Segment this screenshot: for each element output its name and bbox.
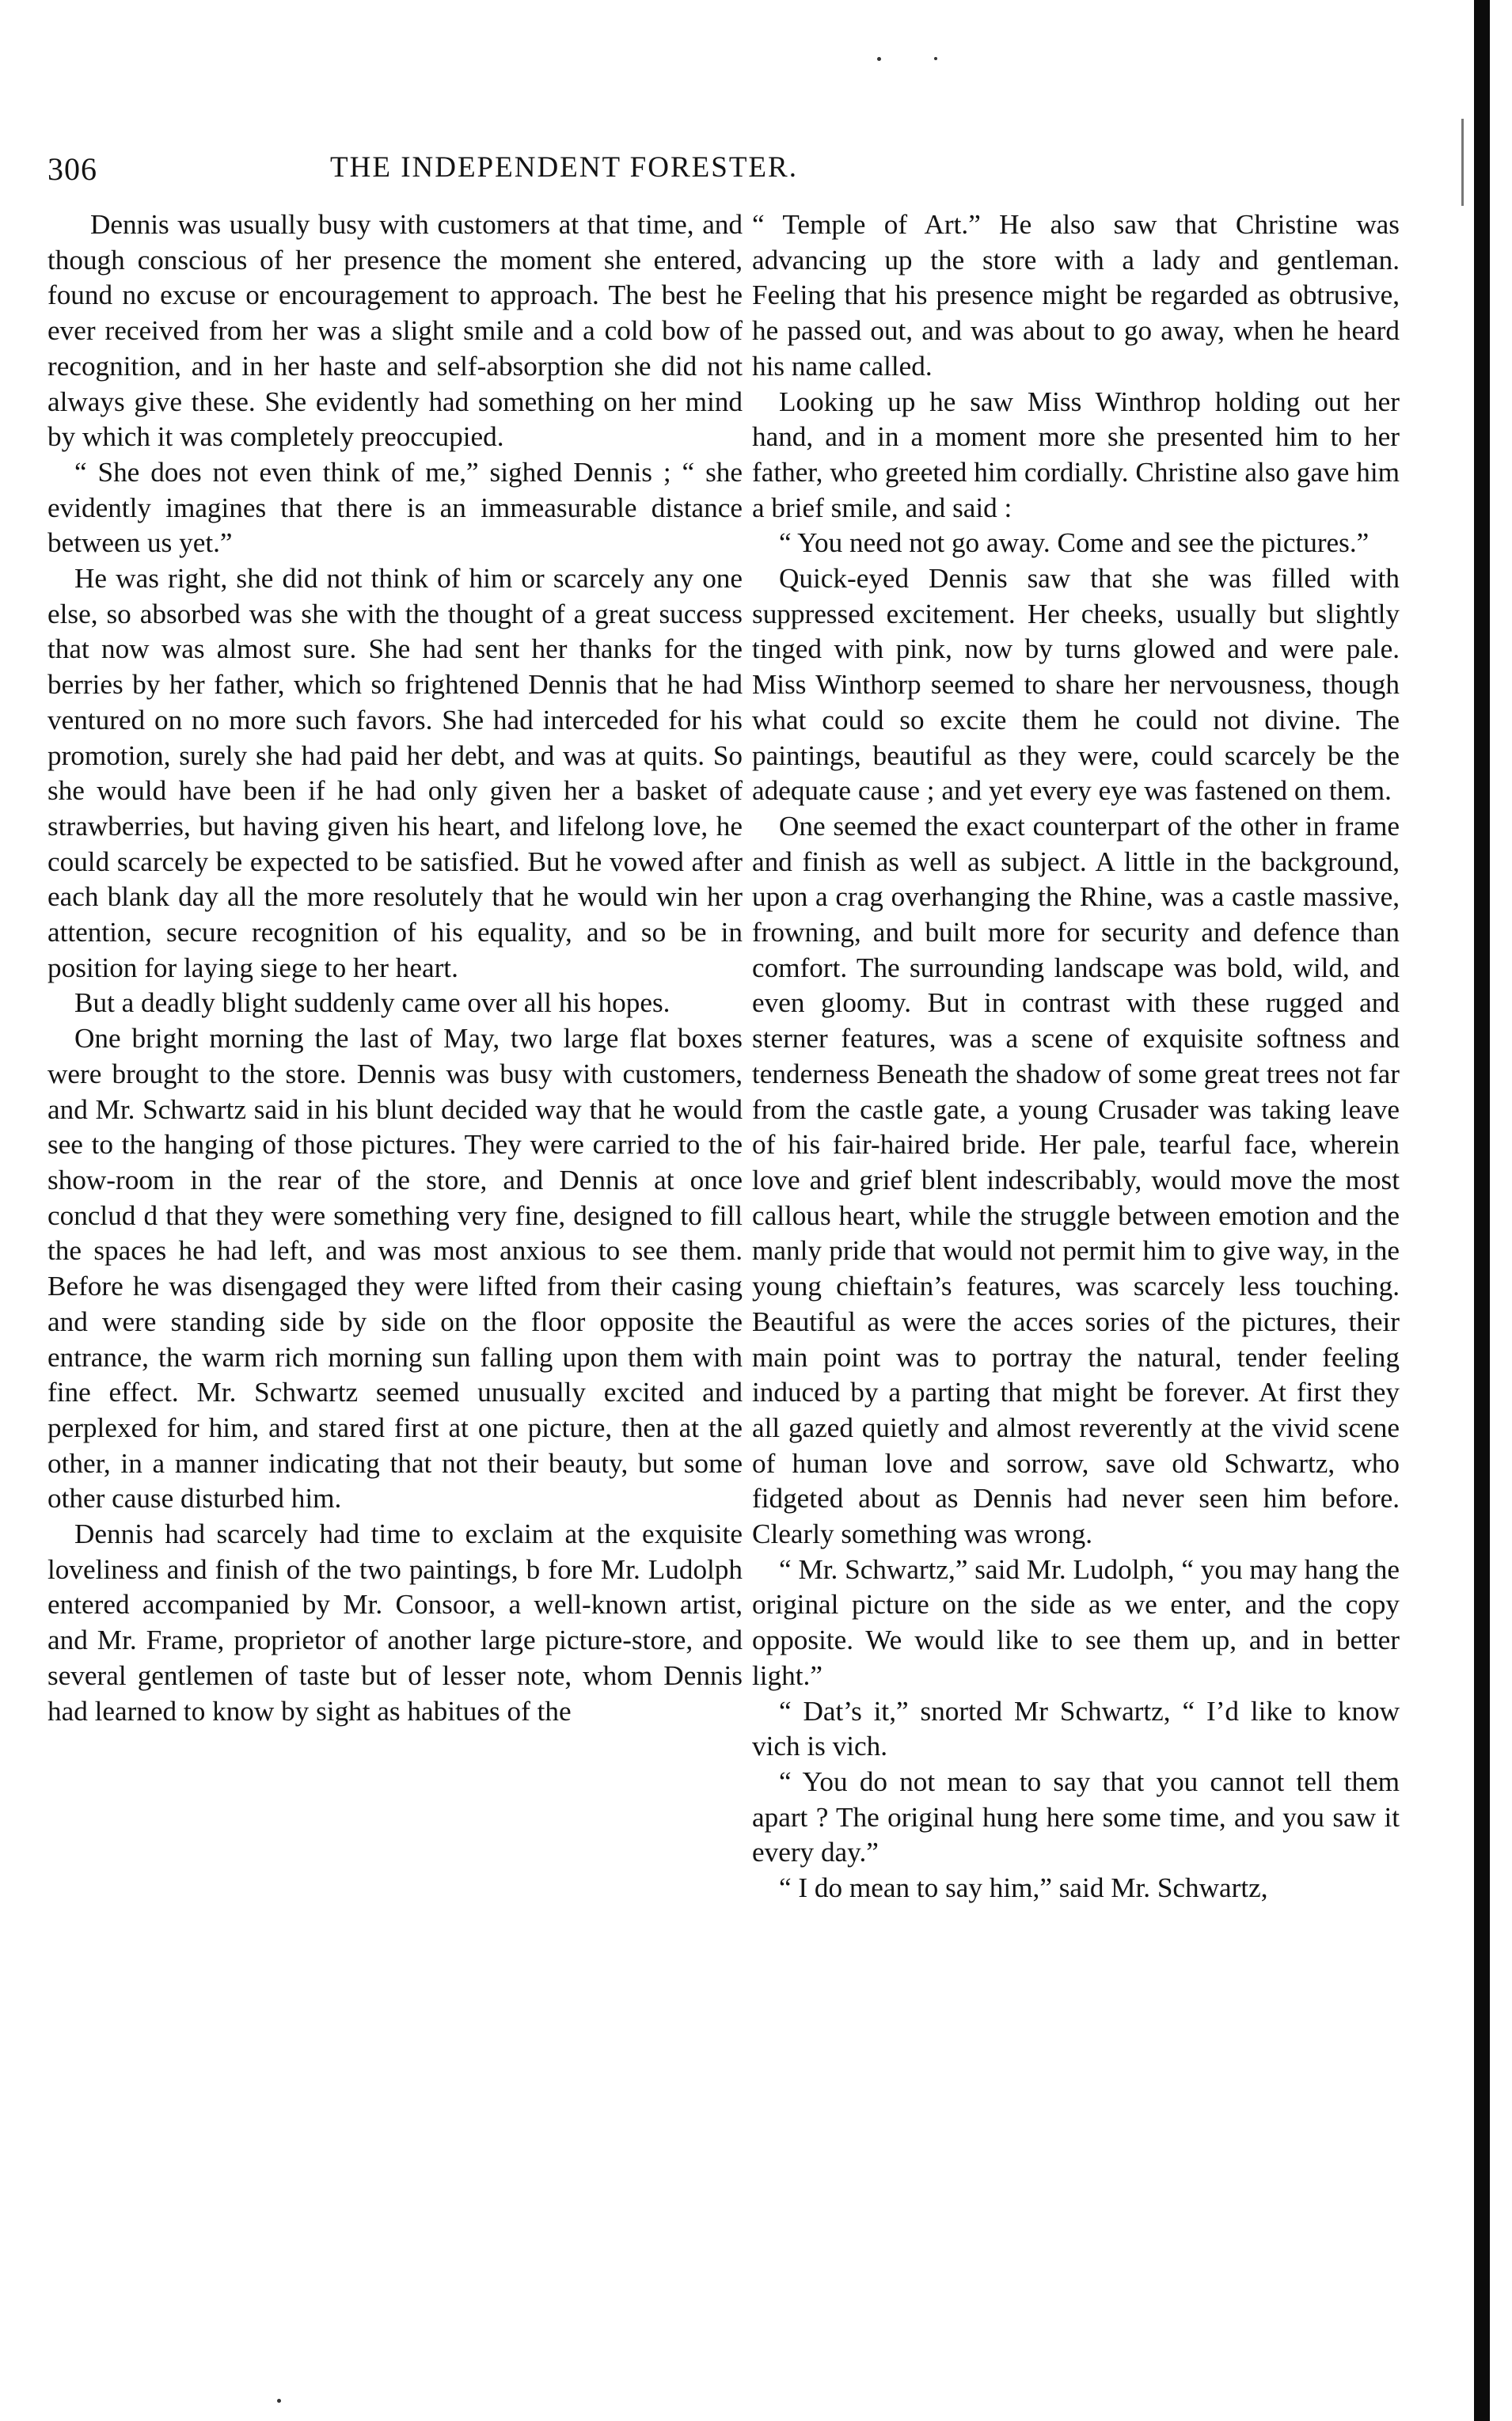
ink-speck <box>877 57 881 61</box>
paragraph: One bright morning the last of May, two large flat boxes were brought to the store. Dennis was busy with customers, and Mr. Schwartz said in his blunt decided way that he would see to the hanging of those pictures. They were carried to the show-room in the rear of the store, and Dennis at once conclud d that they were something very fine, designed to fill the spaces he had left, and was most anxious to see them. Before he was disengaged they were lifted from their casing and were standing side by side on the floor opposite the entrance, the warm rich morning sun falling upon them with fine effect. Mr. Schwartz seemed unusually excited and perplexed for him, and stared first at one picture, then at the other, in a manner indicating that not their beauty, but some other cause disturbed him. <box>47 1023 743 1515</box>
paragraph: “ Mr. Schwartz,” said Mr. Ludolph, “ you may hang the original picture on the side as we enter, and the copy opposite. We would like to see them up, and in better light.” <box>752 1553 1400 1691</box>
paragraph: Looking up he saw Miss Winthrop holding out her hand, and in a moment more she presented him to her father, who greeted him cordially. Christine also gave him a brief smile, and said : <box>752 386 1400 523</box>
paragraph: “ I do mean to say him,” said Mr. Schwartz, <box>779 1872 1268 1904</box>
right-column <box>752 207 1400 1906</box>
ink-speck <box>277 2399 281 2403</box>
paragraph: Dennis was usually busy with customers at that time, and though conscious of her presence the moment she entered, found no excuse or encouragement to approach. The best he ever received from her was a slight smile and a cold bow of recognition, and in her haste and self-absorption she did not always give these. She evidently had something on her mind by which it was completely preoccupied. <box>47 209 743 453</box>
page-header <box>47 150 1049 198</box>
paragraph: “ Dat’s it,” snorted Mr Schwartz, “ I’d like to know vich is vich. <box>752 1695 1400 1762</box>
paragraph: Dennis had scarcely had time to exclaim at the exquisite loveliness and finish of the two paintings, b fore Mr. Ludolph entered accompanied by Mr. Consoor, a well-known artist, and Mr. Frame, proprietor of another large picture-store, and several gentlemen of taste but of lesser note, whom Dennis had learned to know by sight as habitues of the <box>47 1518 743 1727</box>
page-number: 306 <box>47 151 97 187</box>
paragraph: “ You need not go away. Come and see the pictures.” <box>779 527 1370 559</box>
running-title: THE INDEPENDENT FORESTER. <box>330 151 798 184</box>
left-column <box>47 207 743 1729</box>
paragraph: He was right, she did not think of him or scarcely any one else, so absorbed was she with the thought of a great success that now was almost sure. She had sent her thanks for the berries by her father, which so frightened Dennis that he had ventured on no more such favors. She had interceded for his promotion, surely she had paid her debt, and was at quits. So she would have been if he had only given her a basket of strawberries, but having given his heart, and lifelong love, he could scarcely be expected to be satisfied. But he vowed after each blank day all the more resolutely that he would win her attention, secure recognition of his equality, and so be in position for laying siege to her heart. <box>47 563 743 983</box>
page-edge-mark <box>1461 119 1464 206</box>
paragraph: “ She does not even think of me,” sighed Dennis ; “ she evidently imagines that there is an immeasurable distance between us yet.” <box>47 456 743 559</box>
paragraph: “ Temple of Art.” He also saw that Christine was advancing up the store with a lady and gentleman. Feeling that his presence might be regarded as obtrusive, he passed out, and was about to go away, when he heard his name called. <box>752 209 1400 382</box>
paragraph: Quick-eyed Dennis saw that she was filled with suppressed excitement. Her cheeks, usually but slightly tinged with pink, now by turns glowed and were pale. Miss Winthorp seemed to share her nervousness, though what could so excite them he could not divine. The paintings, beautiful as they were, could scarcely be the adequate cause ; and yet every eye was fastened on them. <box>752 563 1400 807</box>
page-binding-edge <box>1474 0 1490 2421</box>
paragraph: “ You do not mean to say that you cannot tell them apart ? The original hung here some time, and you saw it every day.” <box>752 1765 1400 1868</box>
paragraph: But a deadly blight suddenly came over all his hopes. <box>74 987 671 1019</box>
ink-speck <box>934 57 937 60</box>
paragraph: One seemed the exact counterpart of the other in frame and finish as well as subject. A little in the background, upon a crag overhanging the Rhine, was a castle massive, frowning, and built more for security and defence than comfort. The surrounding landscape was bold, wild, and even gloomy. But in contrast with these rugged and sterner features, was a scene of exquisite softness and tenderness Beneath the shadow of some great trees not far from the castle gate, a young Crusader was taking leave of his fair-haired bride. Her pale, tearful face, wherein love and grief blent indescribably, would move the most callous heart, while the struggle between emotion and the manly pride that would not permit him to give way, in the young chieftain’s features, was scarcely less touching. Beautiful as were the acces sories of the pictures, their main point was to portray the natural, tender feeling induced by a parting that might be forever. At first they all gazed quietly and almost reverently at the vivid scene of human love and sorrow, save old Schwartz, who fidgeted about as Dennis had never seen him before. Clearly something was wrong. <box>752 810 1400 1550</box>
